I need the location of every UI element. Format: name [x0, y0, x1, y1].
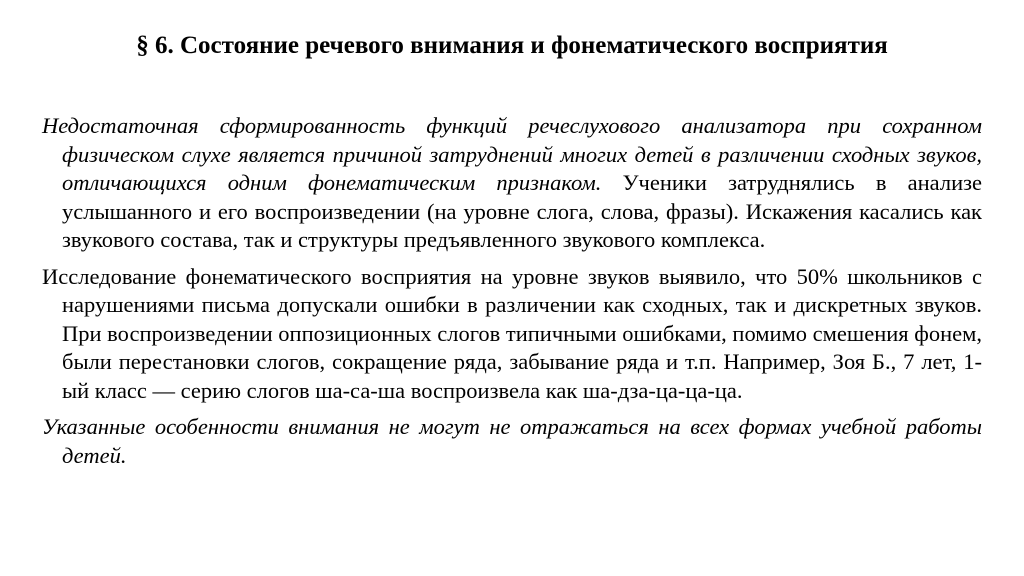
- paragraph-3-italic-text: Указанные особенности внимания не могут не отражаться на всех формах учебной работы детей.: [42, 414, 982, 468]
- paragraph-phonemic-study: [42, 263, 982, 406]
- slide-title: § 6. Состояние речевого внимания и фонематического восприятия: [136, 32, 888, 59]
- paragraph-1-italic-text: Недостаточная сформированность функций речеслухового анализатора при сохранном физическом слухе является причиной затруднений многих детей в различении сходных звуков, отличающихся одним фонематическим признаком.: [42, 113, 982, 195]
- paragraph-1-text: Ученики затруднялись в анализе услышанного и его воспроизведении (на уровне слога, слова, фразы). Искажения касались как звукового состава, так и структуры предъявленного звукового комплекса.: [62, 170, 983, 252]
- paragraph-2-text: Исследование фонематического восприятия на уровне звуков выявило, что 50% школьников с нарушениями письма допускали ошибки в различении как сходных, так и дискретных звуков. При воспроизведении оппозиционных слогов типичными ошибками, помимо смешения фонем, были перестановки слогов, сокращение ряда, забывание ряда и т.п. Например, Зоя Б., 7 лет, 1-ый класс — серию слогов ша-са-ша воспроизвела как ша-дза-ца-ца-ца.: [42, 263, 982, 403]
- paragraph-analyzer-deficit: [42, 112, 982, 255]
- slide-body: [42, 112, 982, 470]
- paragraph-conclusion: [42, 413, 982, 470]
